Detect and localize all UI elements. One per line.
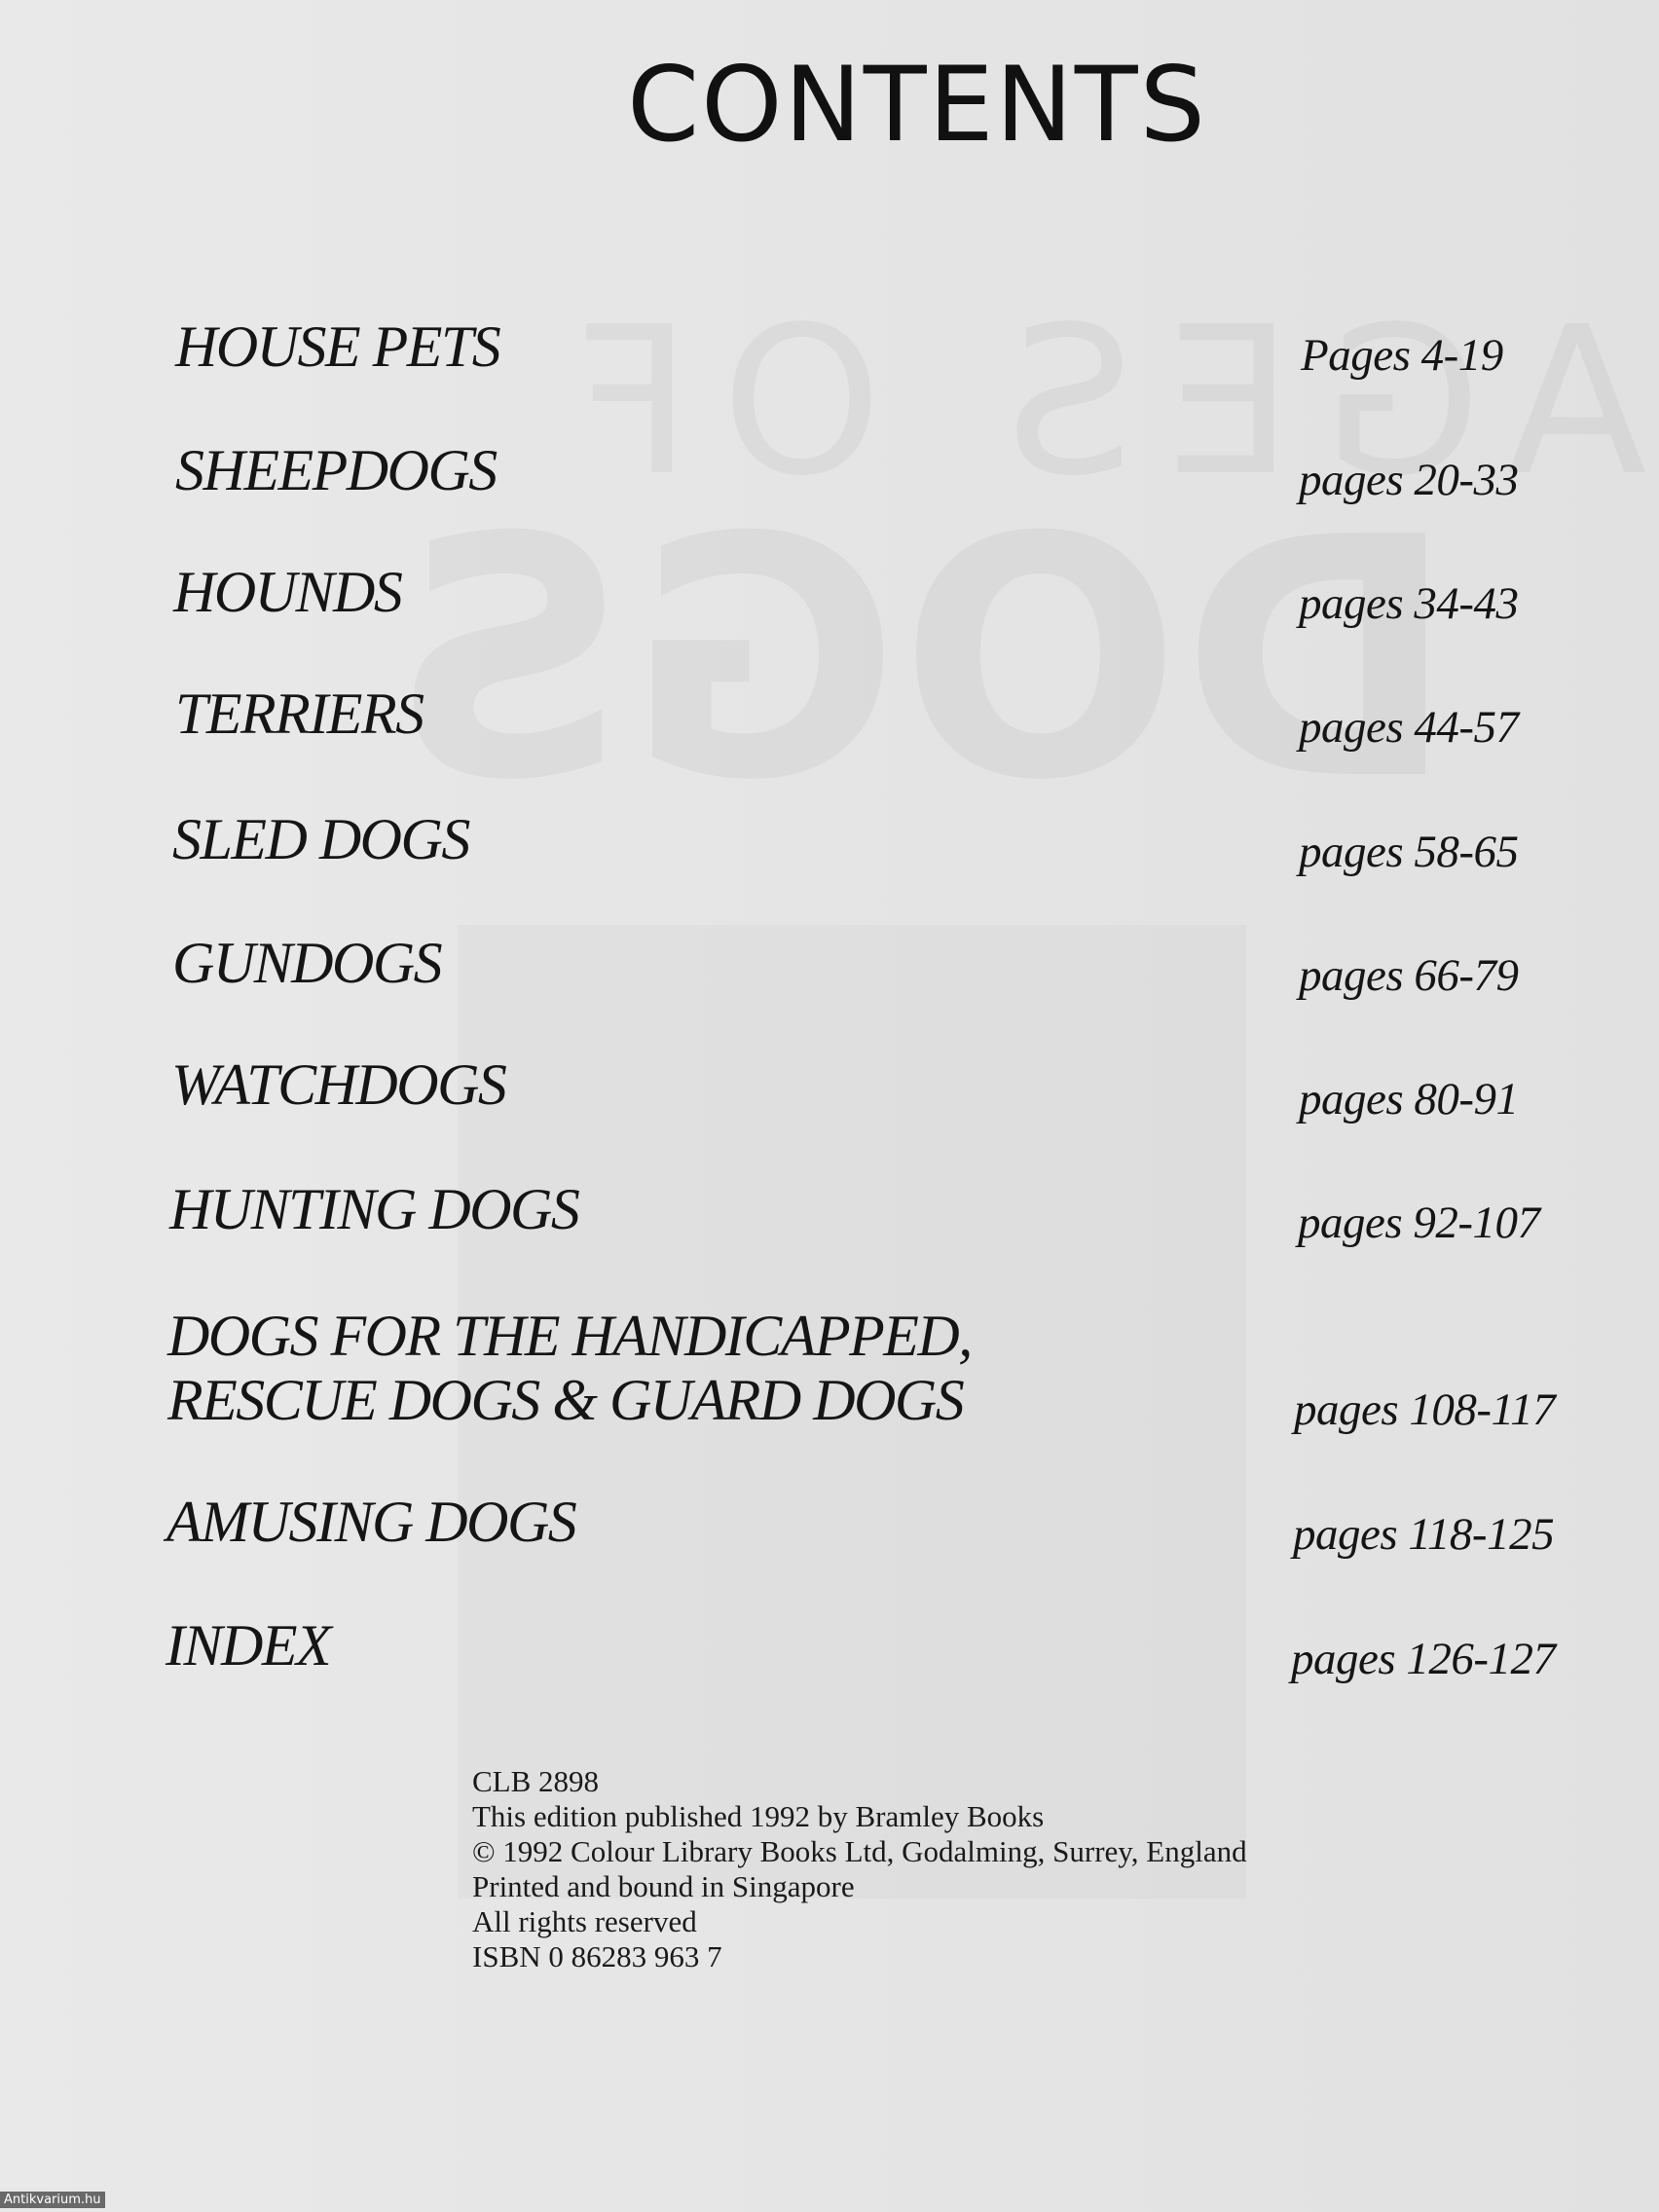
colophon-line: ISBN 0 86283 963 7 [472,1939,722,1973]
toc-entry-handicapped-line-1: DOGS FOR THE HANDICAPPED, [167,1304,972,1368]
colophon-line: This edition published 1992 by Bramley Books [472,1799,1045,1833]
toc-entry-watchdogs: WATCHDOGS [171,1052,506,1117]
toc-entry-handicapped-line-2: RESCUE DOGS & GUARD DOGS [167,1368,964,1432]
colophon-line: © 1992 Colour Library Books Ltd, Godalming, Surrey, England [472,1834,1247,1868]
toc-pages-handicapped: pages 108-117 [1294,1384,1556,1435]
watermark: Antikvarium.hu [0,2192,105,2208]
toc-entry-house-pets: HOUSE PETS [175,314,500,379]
toc-entry-gundogs: GUNDOGS [172,931,442,995]
toc-entry-hounds: HOUNDS [173,560,402,624]
toc-entry-index: INDEX [166,1613,331,1677]
toc-pages-gundogs: pages 66-79 [1299,950,1519,1001]
colophon [472,1764,1247,1974]
toc-entry-terriers: TERRIERS [175,682,424,746]
toc-pages-house-pets: Pages 4-19 [1301,330,1503,381]
colophon-line: Printed and bound in Singapore [472,1869,855,1903]
page-title: CONTENTS [627,45,1207,165]
show-through-dogs-text [389,467,1456,853]
toc-pages-watchdogs: pages 80-91 [1299,1074,1519,1124]
toc-pages-sheepdogs: pages 20-33 [1299,455,1519,505]
colophon-line: All rights reserved [472,1904,697,1938]
toc-pages-terriers: pages 44-57 [1299,702,1519,753]
toc-pages-hunting-dogs: pages 92-107 [1298,1198,1540,1248]
toc-entry-amusing-dogs: AMUSING DOGS [166,1490,576,1554]
toc-pages-sled-dogs: pages 58-65 [1299,827,1519,877]
toc-entry-sled-dogs: SLED DOGS [172,807,469,871]
toc-entry-sheepdogs: SHEEPDOGS [175,438,497,502]
toc-pages-index: pages 126-127 [1291,1634,1556,1684]
colophon-line: CLB 2898 [472,1764,600,1798]
toc-pages-hounds: pages 34-43 [1299,578,1519,629]
toc-entry-hunting-dogs: HUNTING DOGS [169,1177,579,1241]
toc-pages-amusing-dogs: pages 118-125 [1293,1509,1555,1560]
